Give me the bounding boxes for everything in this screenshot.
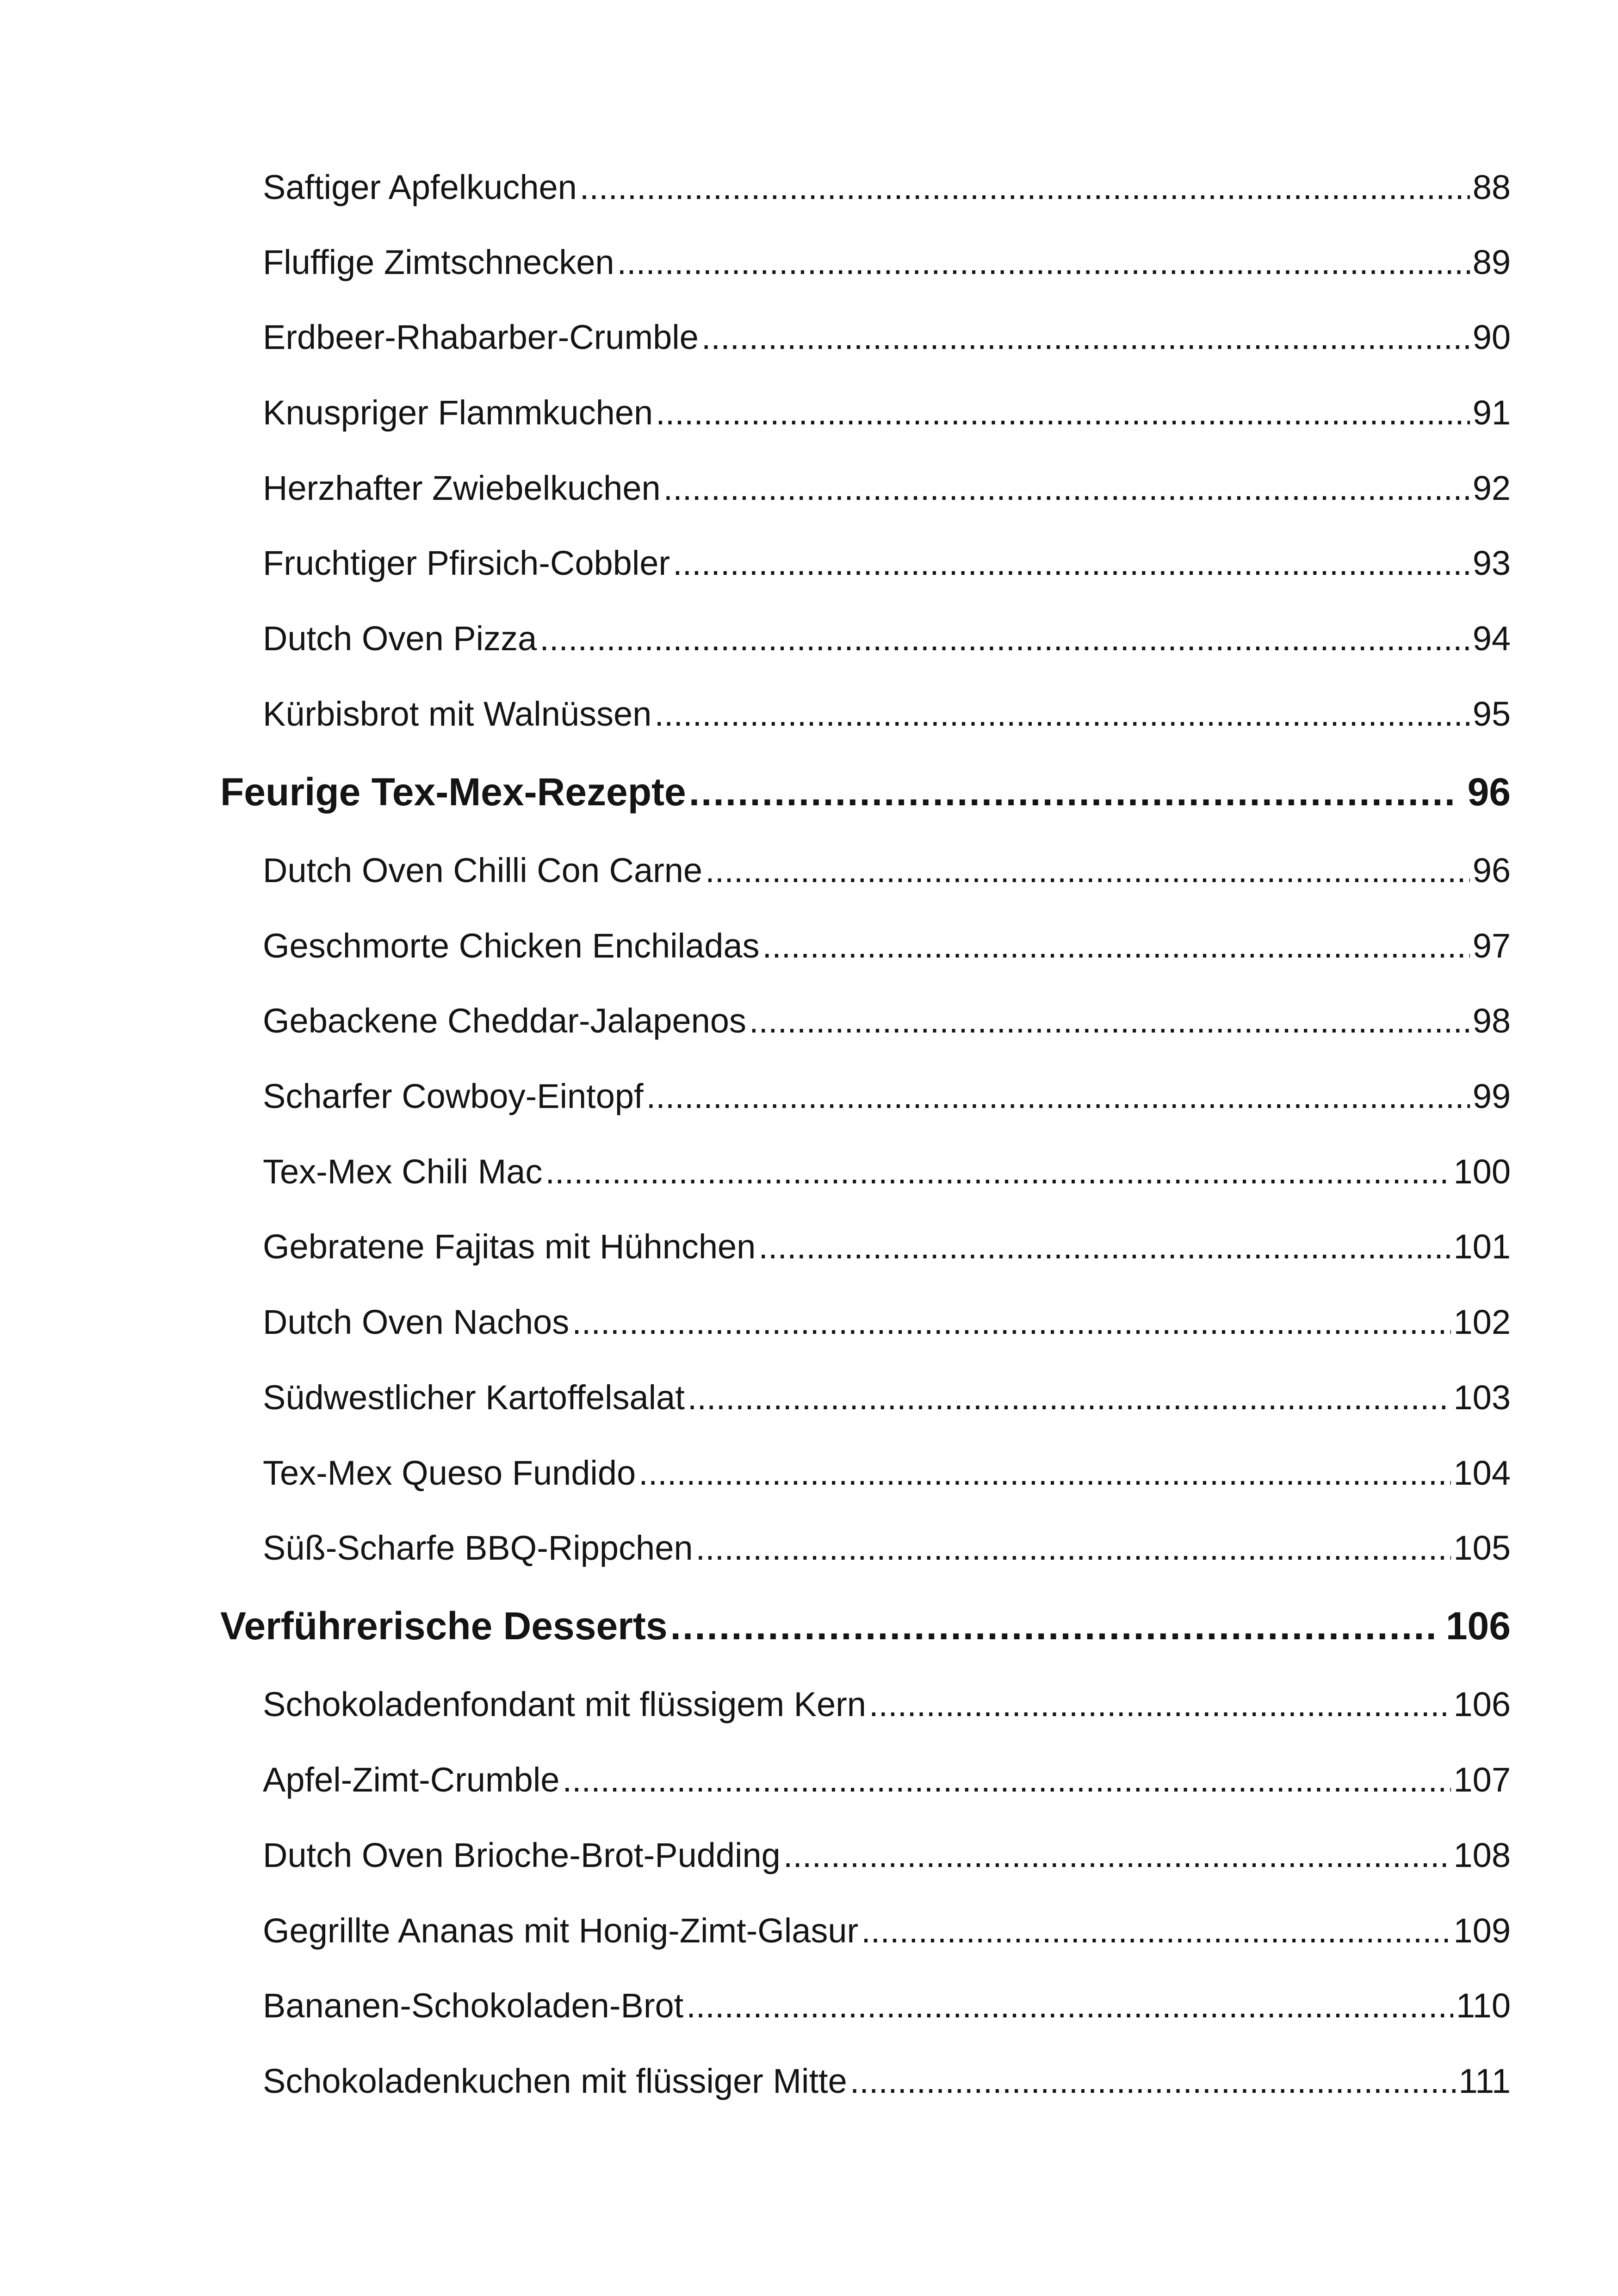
toc-entry[interactable] bbox=[263, 543, 1511, 583]
toc-entry-title: Schokoladenkuchen mit flüssiger Mitte bbox=[263, 2062, 847, 2100]
toc-page-number: 106 bbox=[1445, 1604, 1511, 1648]
toc-entry-title: Gegrillte Ananas mit Honig-Zimt-Glasur bbox=[263, 1911, 859, 1950]
toc-page-number: 96 bbox=[1467, 770, 1511, 814]
toc-dot-leader bbox=[562, 1760, 1451, 1799]
toc-dot-leader bbox=[689, 770, 1457, 815]
toc-dot-leader bbox=[670, 1604, 1435, 1649]
toc-page-number: 106 bbox=[1453, 1685, 1511, 1724]
toc-entry-title: Dutch Oven Chilli Con Carne bbox=[263, 851, 703, 890]
toc-chapter-title: Verführerische Desserts bbox=[220, 1604, 668, 1648]
toc-entry-title: Süß-Scharfe BBQ-Rippchen bbox=[263, 1529, 693, 1567]
toc-entry-title: Erdbeer-Rhabarber-Crumble bbox=[263, 318, 699, 356]
toc-entry-title: Saftiger Apfelkuchen bbox=[263, 168, 577, 206]
toc-dot-leader bbox=[654, 694, 1469, 734]
toc-entry[interactable] bbox=[263, 1001, 1511, 1040]
toc-page-number: 101 bbox=[1453, 1227, 1511, 1266]
toc-page-number: 88 bbox=[1472, 168, 1511, 206]
toc-dot-leader bbox=[617, 243, 1470, 282]
toc-entry-title: Dutch Oven Nachos bbox=[263, 1303, 570, 1341]
toc-page-number: 104 bbox=[1453, 1454, 1511, 1492]
toc-entry-title: Apfel-Zimt-Crumble bbox=[263, 1761, 560, 1799]
toc-dot-leader bbox=[545, 1152, 1451, 1191]
toc-entry-title: Tex-Mex Chili Mac bbox=[263, 1152, 543, 1191]
toc-entry[interactable] bbox=[263, 1076, 1511, 1116]
toc-dot-leader bbox=[749, 1001, 1470, 1040]
toc-entry[interactable] bbox=[263, 1302, 1511, 1342]
toc-page-number: 95 bbox=[1472, 695, 1511, 733]
toc-page-number: 108 bbox=[1453, 1836, 1511, 1874]
toc-entry[interactable] bbox=[263, 243, 1511, 282]
toc-page-number: 111 bbox=[1458, 2062, 1511, 2100]
toc-page-number: 96 bbox=[1472, 851, 1511, 890]
toc-chapter-heading[interactable] bbox=[220, 770, 1511, 815]
toc-page-number: 89 bbox=[1472, 243, 1511, 281]
toc-entry-title: Herzhafter Zwiebelkuchen bbox=[263, 469, 661, 507]
toc-page-number: 102 bbox=[1453, 1303, 1511, 1341]
toc-page-number: 107 bbox=[1453, 1761, 1511, 1799]
toc-page-number: 98 bbox=[1472, 1002, 1511, 1040]
toc-page-number: 99 bbox=[1472, 1077, 1511, 1115]
toc-entry[interactable] bbox=[263, 168, 1511, 207]
toc-dot-leader bbox=[701, 317, 1470, 357]
toc-entry[interactable] bbox=[263, 694, 1511, 734]
toc-entry[interactable] bbox=[263, 851, 1511, 890]
toc-chapter-heading[interactable] bbox=[220, 1604, 1511, 1649]
toc-entry-title: Fruchtiger Pfirsich-Cobbler bbox=[263, 544, 670, 582]
toc-entry-title: Dutch Oven Brioche-Brot-Pudding bbox=[263, 1836, 781, 1874]
toc-dot-leader bbox=[646, 1076, 1470, 1116]
toc-page-number: 100 bbox=[1453, 1152, 1511, 1191]
toc-entry-title: Dutch Oven Pizza bbox=[263, 619, 537, 658]
toc-dot-leader bbox=[696, 1528, 1451, 1568]
toc-page-number: 91 bbox=[1472, 393, 1511, 432]
toc-entry[interactable] bbox=[263, 619, 1511, 658]
toc-dot-leader bbox=[763, 926, 1470, 965]
toc-page-number: 105 bbox=[1453, 1529, 1511, 1567]
toc-entry-title: Bananen-Schokoladen-Brot bbox=[263, 1986, 684, 2025]
toc-page-number: 97 bbox=[1472, 927, 1511, 965]
toc-entry[interactable] bbox=[263, 317, 1511, 357]
toc-entry-title: Knuspriger Flammkuchen bbox=[263, 393, 653, 432]
toc-page-number: 92 bbox=[1472, 469, 1511, 507]
toc-entry[interactable] bbox=[263, 468, 1511, 508]
toc-dot-leader bbox=[656, 393, 1470, 432]
toc-entry[interactable] bbox=[263, 1227, 1511, 1266]
toc-dot-leader bbox=[758, 1227, 1451, 1266]
toc-dot-leader bbox=[869, 1685, 1451, 1724]
toc-entry-title: Geschmorte Chicken Enchiladas bbox=[263, 927, 760, 965]
toc-dot-leader bbox=[688, 1378, 1451, 1417]
toc-chapter-title: Feurige Tex-Mex-Rezepte bbox=[220, 770, 686, 814]
toc-entry-title: Fluffige Zimtschnecken bbox=[263, 243, 614, 281]
toc-dot-leader bbox=[705, 851, 1470, 890]
toc-dot-leader bbox=[686, 1986, 1453, 2025]
toc-page-number: 93 bbox=[1472, 544, 1511, 582]
toc-entry[interactable] bbox=[263, 1685, 1511, 1724]
toc-entry-title: Scharfer Cowboy-Eintopf bbox=[263, 1077, 644, 1115]
toc-entry-title: Schokoladenfondant mit flüssigem Kern bbox=[263, 1685, 866, 1724]
toc-entry[interactable] bbox=[263, 1378, 1511, 1417]
toc-entry[interactable] bbox=[263, 2061, 1511, 2101]
toc-dot-leader bbox=[580, 168, 1470, 207]
toc-entry[interactable] bbox=[263, 1760, 1511, 1799]
toc-entry-title: Gebratene Fajitas mit Hühnchen bbox=[263, 1227, 756, 1266]
toc-entry[interactable] bbox=[263, 1152, 1511, 1191]
toc-dot-leader bbox=[861, 1911, 1451, 1950]
toc-entry[interactable] bbox=[263, 393, 1511, 432]
toc-dot-leader bbox=[663, 468, 1470, 508]
toc-dot-leader bbox=[639, 1453, 1451, 1493]
toc-page-number: 94 bbox=[1472, 619, 1511, 658]
toc-entry[interactable] bbox=[263, 1836, 1511, 1875]
toc-entry[interactable] bbox=[263, 926, 1511, 965]
toc-page-number: 90 bbox=[1472, 318, 1511, 356]
toc-dot-leader bbox=[783, 1836, 1451, 1875]
toc-page-number: 110 bbox=[1456, 1986, 1511, 2025]
toc-dot-leader bbox=[572, 1302, 1451, 1342]
toc-page-number: 109 bbox=[1453, 1911, 1511, 1950]
toc-entry[interactable] bbox=[263, 1986, 1511, 2025]
toc-entry[interactable] bbox=[263, 1528, 1511, 1568]
toc-entry-title: Tex-Mex Queso Fundido bbox=[263, 1454, 636, 1492]
toc-entry-title: Südwestlicher Kartoffelsalat bbox=[263, 1378, 685, 1417]
toc-entry-title: Kürbisbrot mit Walnüssen bbox=[263, 695, 652, 733]
toc-dot-leader bbox=[850, 2061, 1456, 2101]
toc-entry[interactable] bbox=[263, 1453, 1511, 1493]
toc-page-number: 103 bbox=[1453, 1378, 1511, 1417]
toc-dot-leader bbox=[539, 619, 1469, 658]
toc-entry[interactable] bbox=[263, 1911, 1511, 1950]
toc-dot-leader bbox=[673, 543, 1470, 583]
toc-entry-title: Gebackene Cheddar-Jalapenos bbox=[263, 1002, 746, 1040]
